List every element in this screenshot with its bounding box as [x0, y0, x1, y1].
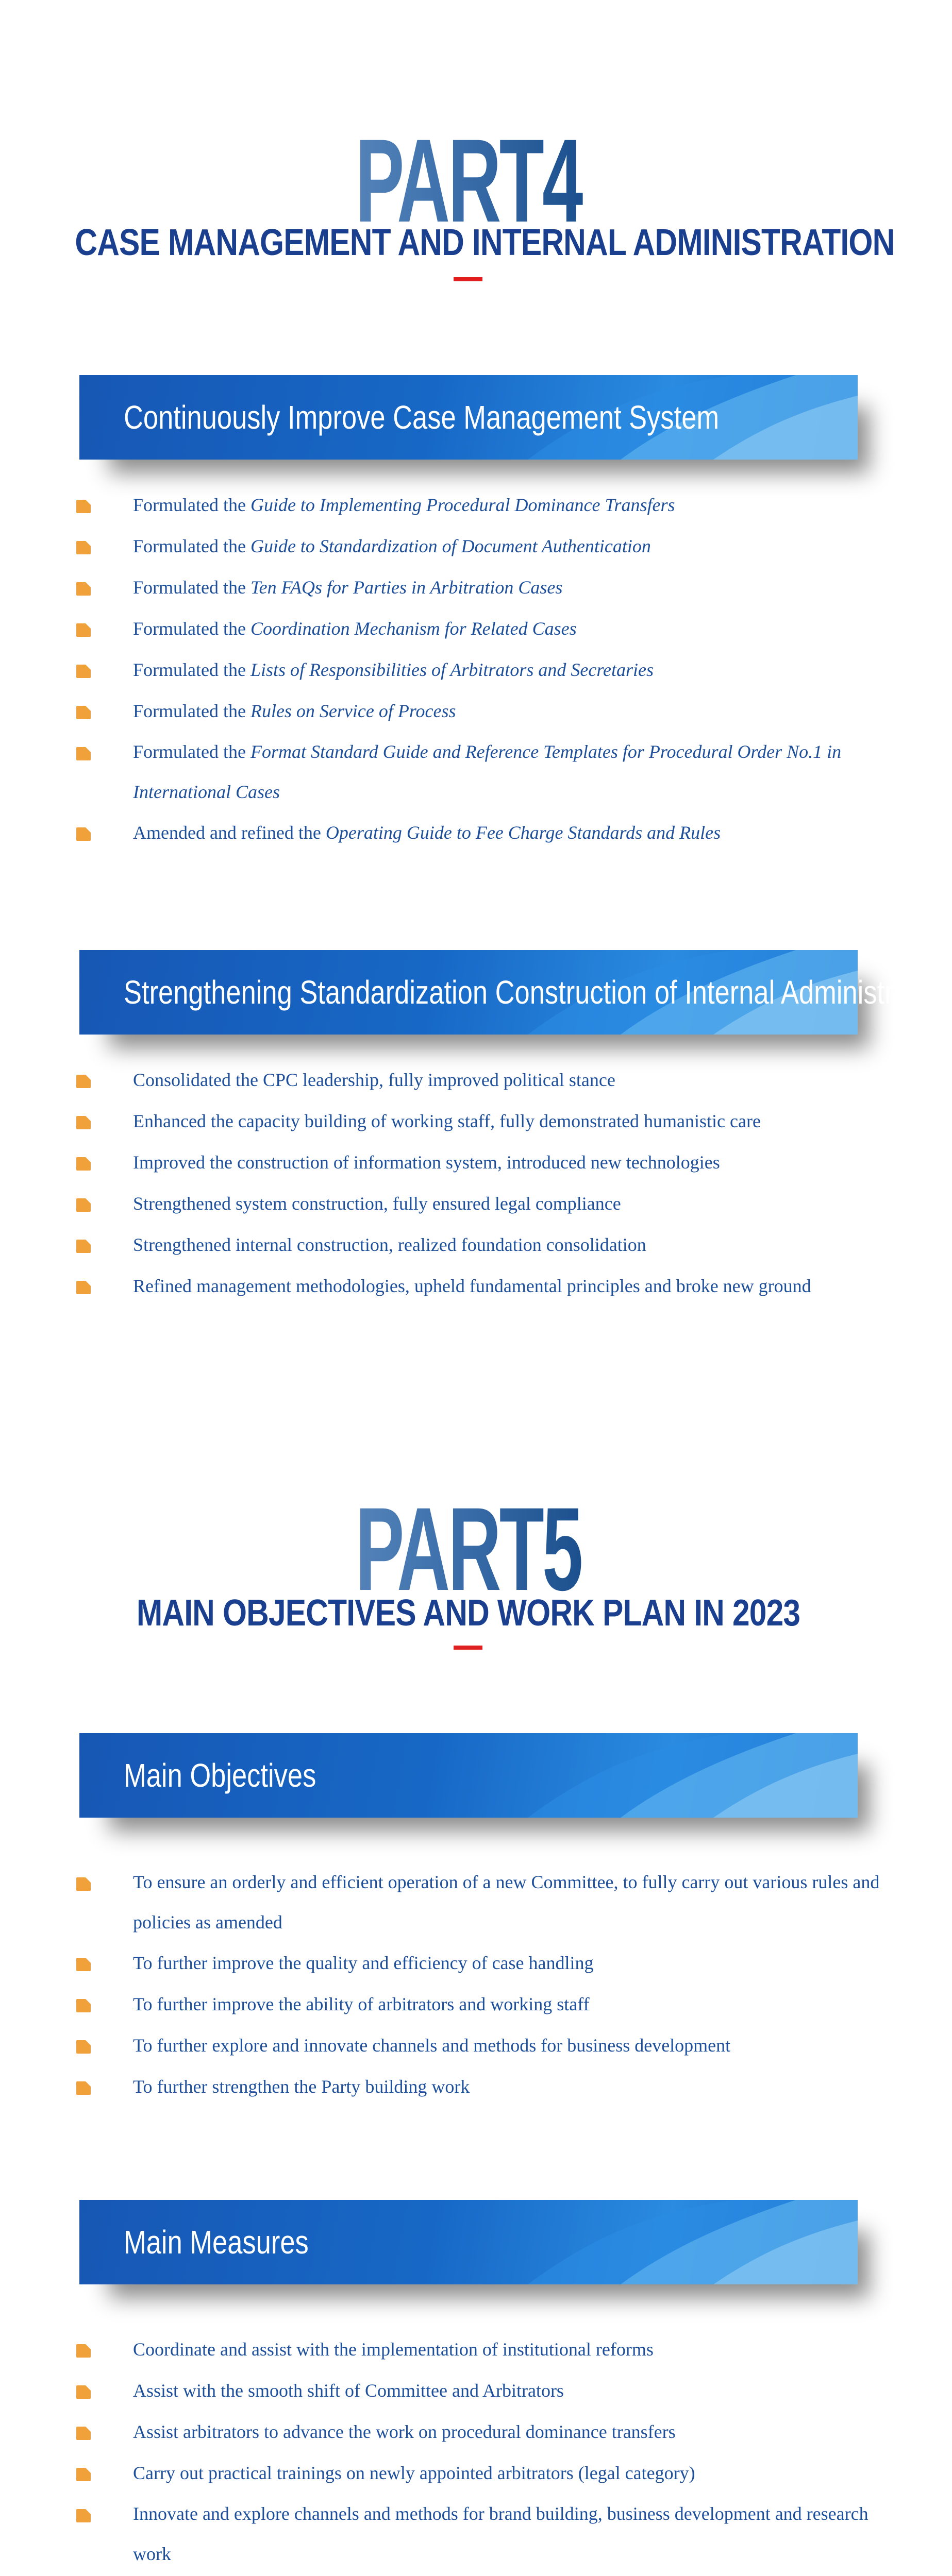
- part5-subtitle-wrap: [0, 1592, 937, 1634]
- bullet-icon: [76, 2427, 91, 2440]
- bullet-icon: [76, 1999, 91, 2012]
- bullet-icon: [76, 827, 91, 841]
- bullet-icon: [76, 706, 91, 719]
- bullet-icon: [76, 1877, 91, 1891]
- bullet-icon: [76, 1281, 91, 1294]
- bullet-icon: [76, 1198, 91, 1212]
- bullet-icon: [76, 2344, 91, 2358]
- list-item: Formulated the Coordination Mechanism for Related Cases: [76, 608, 880, 649]
- main-measures-list: [76, 2329, 880, 2576]
- list-item: Amended and refined the Operating Guide to Fee Charge Standards and Rules: [76, 812, 880, 853]
- list-item: Formulated the Guide to Standardization of Document Authentication: [76, 526, 880, 567]
- list-item: Formulated the Lists of Responsibilities of Arbitrators and Secretaries: [76, 649, 880, 690]
- list-item: To ensure an orderly and efficient operation of a new Committee, to fully carry out various rules and policies as amended: [76, 1862, 880, 1942]
- banner-wave-decoration: [466, 1733, 858, 1818]
- section-banner-internal-administration: [79, 950, 952, 1035]
- list-item: [76, 2574, 880, 2576]
- section-title: Strengthening Standardization Construction of Internal Administration: [124, 974, 952, 1011]
- bullet-icon: [76, 665, 91, 678]
- bullet-icon: [76, 1116, 91, 1129]
- part4-divider: [454, 277, 482, 281]
- main-objectives-list: [76, 1862, 880, 2107]
- internal-administration-list: [76, 1059, 880, 1307]
- list-item: Formulated the Guide to Implementing Procedural Dominance Transfers: [76, 484, 880, 526]
- bullet-icon: [76, 2468, 91, 2481]
- list-item: To further improve the quality and efficiency of case handling: [76, 1942, 880, 1984]
- bullet-icon: [76, 1075, 91, 1088]
- list-item: Strengthened system construction, fully ensured legal compliance: [76, 1183, 880, 1224]
- section-banner-main-objectives: [79, 1733, 858, 1818]
- list-item: Innovate and explore channels and methods for brand building, business development and research work: [76, 2494, 880, 2574]
- bullet-icon: [76, 582, 91, 596]
- bullet-icon: [76, 541, 91, 554]
- bullet-icon: [76, 623, 91, 637]
- section-title: Continuously Improve Case Management System: [124, 399, 720, 436]
- list-item: Formulated the Format Standard Guide and Reference Templates for Procedural Order No.1 in International Cases: [76, 732, 880, 812]
- list-item: To further explore and innovate channels and methods for business development: [76, 2025, 880, 2066]
- banner-wave-decoration: [466, 2200, 858, 2284]
- bullet-icon: [76, 2385, 91, 2399]
- bullet-icon: [76, 2081, 91, 2095]
- section-banner-main-measures: [79, 2200, 858, 2284]
- bullet-icon: [76, 1958, 91, 1971]
- list-item: Formulated the Rules on Service of Process: [76, 690, 880, 732]
- case-management-list: [76, 484, 880, 853]
- list-item: Assist with the smooth shift of Committee and Arbitrators: [76, 2370, 880, 2411]
- part4-subtitle: CASE MANAGEMENT AND INTERNAL ADMINISTRATION: [75, 222, 895, 263]
- bullet-icon: [76, 1157, 91, 1171]
- list-item: Formulated the Ten FAQs for Parties in Arbitration Cases: [76, 567, 880, 608]
- bullet-icon: [76, 1240, 91, 1253]
- list-item: Consolidated the CPC leadership, fully improved political stance: [76, 1059, 880, 1100]
- bullet-icon: [76, 747, 91, 760]
- part5-subtitle: MAIN OBJECTIVES AND WORK PLAN IN 2023: [136, 1592, 800, 1634]
- list-item: Improved the construction of information system, introduced new technologies: [76, 1142, 880, 1183]
- list-item: Enhanced the capacity building of working staff, fully demonstrated humanistic care: [76, 1100, 880, 1142]
- part4-subtitle-wrap: [0, 222, 937, 264]
- bullet-icon: [76, 2040, 91, 2054]
- list-item: Coordinate and assist with the implementation of institutional reforms: [76, 2329, 880, 2370]
- bullet-icon: [76, 2509, 91, 2522]
- list-item: To further strengthen the Party building work: [76, 2066, 880, 2107]
- list-item: Refined management methodologies, upheld fundamental principles and broke new ground: [76, 1265, 880, 1307]
- part4-number: PART4: [178, 122, 759, 240]
- section-title: Main Measures: [124, 2224, 309, 2261]
- section-banner-case-management: [79, 375, 858, 460]
- part5-divider: [454, 1646, 482, 1650]
- part5-number: PART5: [178, 1490, 759, 1608]
- bullet-icon: [76, 500, 91, 513]
- list-item: Carry out practical trainings on newly appointed arbitrators (legal category): [76, 2452, 880, 2494]
- list-item: Assist arbitrators to advance the work on procedural dominance transfers: [76, 2411, 880, 2452]
- section-title: Main Objectives: [124, 1757, 316, 1794]
- list-item: To further improve the ability of arbitrators and working staff: [76, 1984, 880, 2025]
- list-item: Strengthened internal construction, realized foundation consolidation: [76, 1224, 880, 1265]
